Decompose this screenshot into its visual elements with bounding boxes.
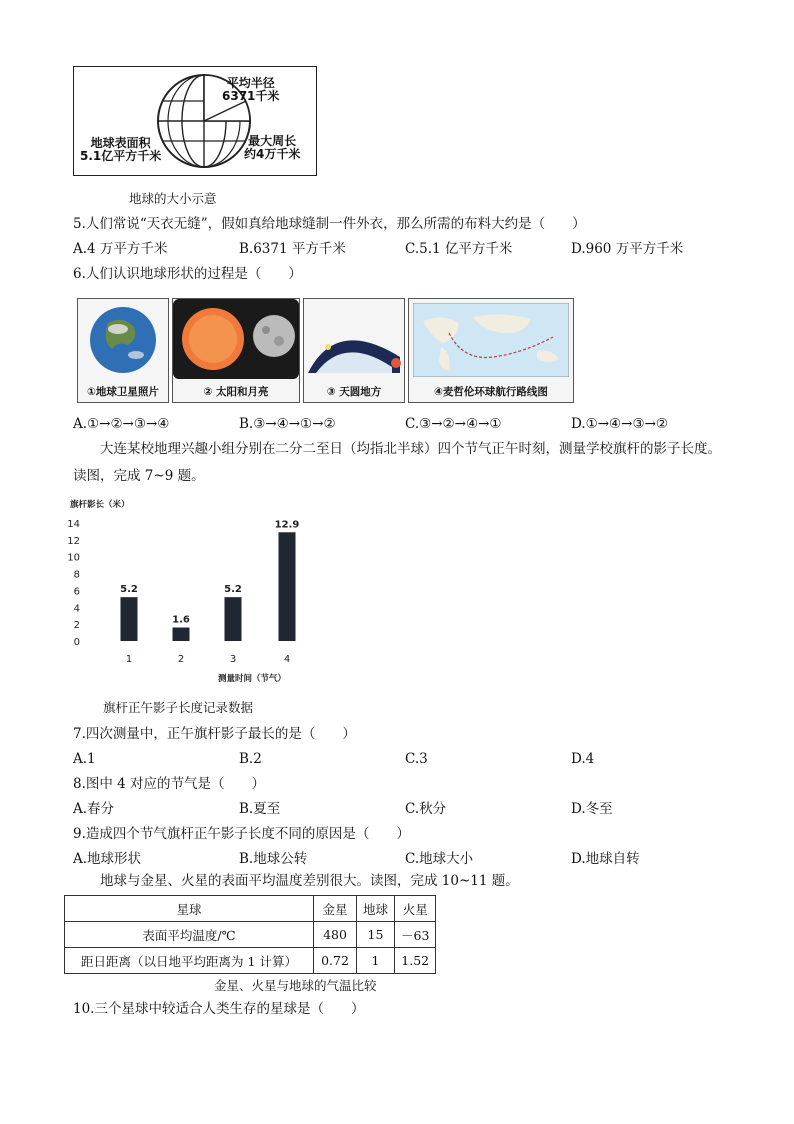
surface-area-label: 地球表面积 5.1亿平方千米 xyxy=(80,136,162,163)
chart-caption: 旗杆正午影子长度记录数据 xyxy=(103,700,254,715)
magellan-route-panel xyxy=(408,298,574,403)
earth-photo-icon xyxy=(88,305,158,375)
planet-temperature-table xyxy=(64,895,436,974)
table-caption: 金星、火星与地球的气温比较 xyxy=(214,978,377,993)
y-tick-label: 12 xyxy=(67,535,80,547)
table-cell: 0.72 xyxy=(314,948,357,974)
table-cell: 表面平均温度/℃ xyxy=(65,922,314,948)
option-a: A.春分 xyxy=(73,801,115,817)
world-map-icon xyxy=(413,303,569,377)
option-c: C.秋分 xyxy=(405,801,447,817)
table-header-cell: 星球 xyxy=(65,896,314,922)
x-axis-title: 测量时间（节气） xyxy=(217,674,287,684)
option-a: A.4 万平方千米 xyxy=(73,241,168,257)
data-label: 5.2 xyxy=(120,584,138,596)
shadow-length-chart xyxy=(60,493,320,693)
data-label: 1.6 xyxy=(172,614,190,626)
table-row xyxy=(65,922,436,948)
option-b: B.③→④→①→② xyxy=(239,416,336,432)
dome-sky-icon xyxy=(306,317,402,375)
table-header-cell: 地球 xyxy=(357,896,395,922)
circumference-label: 最大周长 约4万千米 xyxy=(244,134,301,161)
table-header-cell: 金星 xyxy=(314,896,357,922)
table-cell: 480 xyxy=(314,922,357,948)
option-d: D.4 xyxy=(571,751,595,767)
panel-label: ①地球卫星照片 xyxy=(87,386,159,398)
y-tick-label: 0 xyxy=(73,637,80,648)
y-tick-label: 14 xyxy=(67,519,80,530)
option-c: C.地球大小 xyxy=(405,851,474,867)
table-cell: 15 xyxy=(357,922,395,948)
y-axis-title: 旗杆影长（米） xyxy=(70,500,130,510)
option-d: D.①→④→③→② xyxy=(571,416,668,432)
y-tick-label: 8 xyxy=(73,569,80,581)
passage-7-9: 大连某校地理兴趣小组分别在二分二至日（均指北半球）四个节气正午时刻，测量学校旗杆的影子长度。读图，完成 7~9 题。 xyxy=(73,441,721,484)
option-c: C.3 xyxy=(405,751,428,767)
x-tick-label: 3 xyxy=(229,654,237,665)
figure-caption: 地球的大小示意 xyxy=(129,191,217,206)
table-cell: 1.52 xyxy=(395,948,436,974)
option-a: A.地球形状 xyxy=(73,851,142,867)
chart-bar xyxy=(279,532,296,641)
data-label: 12.9 xyxy=(274,519,300,531)
table-cell: 距日距离（以日地平均距离为 1 计算） xyxy=(65,948,314,974)
question-stem: 10.三个星球中较适合人类生存的星球是（ ） xyxy=(73,1001,365,1017)
option-a: A.①→②→③→④ xyxy=(73,416,170,432)
data-label: 5.2 xyxy=(224,584,242,596)
option-c: C.③→②→④→① xyxy=(405,416,502,432)
option-b: B.2 xyxy=(239,751,262,767)
option-b: B.地球公转 xyxy=(239,851,308,867)
option-c: C.5.1 亿平方千米 xyxy=(405,241,513,257)
y-tick-label: 6 xyxy=(73,586,80,598)
option-d: D.地球自转 xyxy=(571,851,640,867)
y-tick-label: 2 xyxy=(73,620,80,632)
sun-icon xyxy=(179,305,247,373)
option-d: D.960 万平方千米 xyxy=(571,241,684,257)
satellite-photo-panel xyxy=(77,298,169,403)
y-tick-label: 4 xyxy=(73,603,80,615)
table-cell: 1 xyxy=(357,948,395,974)
option-b: B.夏至 xyxy=(239,801,281,817)
question-stem: 6.人们认识地球形状的过程是（ ） xyxy=(73,266,302,282)
option-a: A.1 xyxy=(73,751,96,767)
option-b: B.6371 平方千米 xyxy=(239,241,346,257)
table-cell: －63 xyxy=(395,922,436,948)
chart-bar xyxy=(121,597,138,641)
question-stem: 7.四次测量中，正午旗杆影子最长的是（ ） xyxy=(73,726,356,742)
y-tick-label: 10 xyxy=(67,552,80,564)
table-header-cell: 火星 xyxy=(395,896,436,922)
x-tick-label: 4 xyxy=(283,654,291,665)
question-stem: 8.图中 4 对应的节气是（ ） xyxy=(73,776,266,792)
x-tick-label: 1 xyxy=(125,654,133,665)
panel-label: ② 太阳和月亮 xyxy=(203,386,269,398)
sun-moon-panel xyxy=(172,298,300,403)
chart-bar xyxy=(173,628,190,641)
option-d: D.冬至 xyxy=(571,801,613,817)
moon-icon xyxy=(251,313,297,359)
earth-size-figure xyxy=(73,66,317,176)
chart-bar xyxy=(225,597,242,641)
panel-label: ③ 天圆地方 xyxy=(326,386,382,398)
question-stem: 5.人们常说“天衣无缝”，假如真给地球缝制一件外衣，那么所需的布料大约是（ ） xyxy=(73,216,586,232)
table-row xyxy=(65,948,436,974)
table-header-row xyxy=(65,896,436,922)
x-tick-label: 2 xyxy=(177,654,185,665)
passage-10-11: 地球与金星、火星的表面平均温度差别很大。读图，完成 10~11 题。 xyxy=(100,873,519,889)
question-stem: 9.造成四个节气旗杆正午影子长度不同的原因是（ ） xyxy=(73,826,410,842)
radius-label: 平均半径 6371千米 xyxy=(222,76,280,103)
round-sky-panel xyxy=(303,298,405,403)
panel-label: ④麦哲伦环球航行路线图 xyxy=(434,386,548,398)
